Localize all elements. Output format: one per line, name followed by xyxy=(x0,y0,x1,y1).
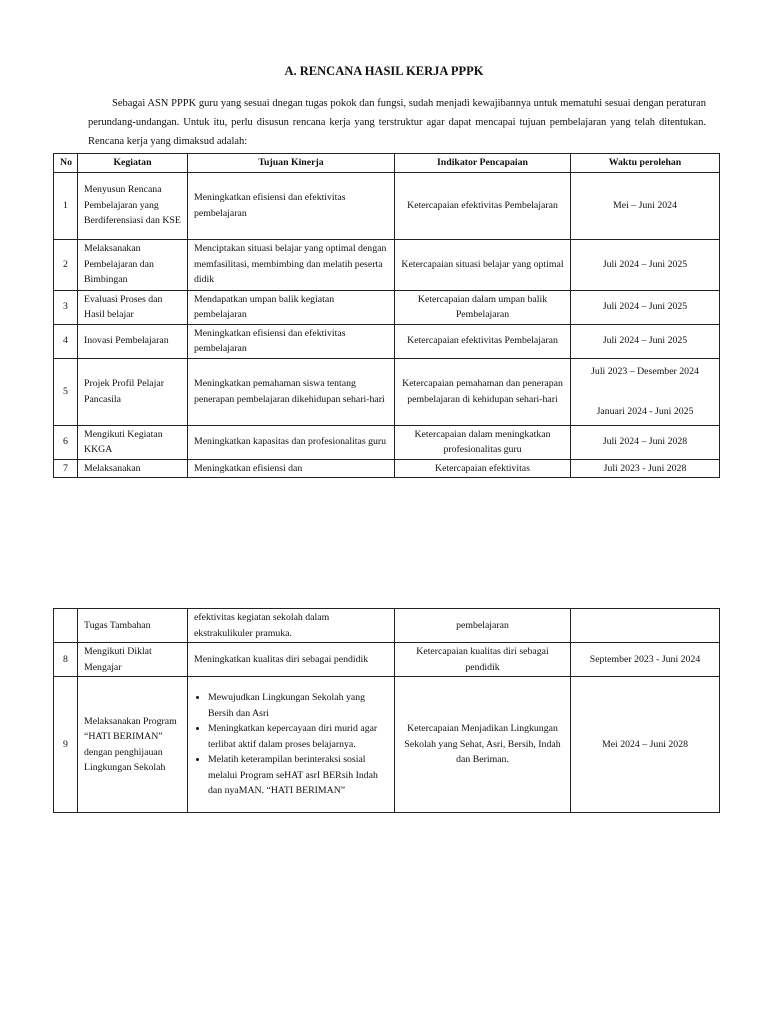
row-indikator: Ketercapaian Menjadikan Lingkungan Sekolah yang Sehat, Asri, Bersih, Indah dan Beriman. xyxy=(395,677,571,813)
row-kegiatan: Melaksanakan Pembelajaran dan Bimbingan xyxy=(78,239,188,290)
row-indikator: Ketercapaian efektivitas Pembelajaran xyxy=(395,324,571,358)
row-no: 4 xyxy=(54,324,78,358)
list-item: • Mewujudkan Lingkungan Sekolah yang Bersih dan Asri xyxy=(208,690,388,721)
table-row xyxy=(54,172,720,239)
table-row xyxy=(54,290,720,324)
row-tujuan: efektivitas kegiatan sekolah dalam ekstrakulikuler pramuka. xyxy=(188,609,395,643)
row-no: 5 xyxy=(54,358,78,425)
row-kegiatan: Tugas Tambahan xyxy=(78,609,188,643)
row-tujuan: Meningkatkan kapasitas dan profesionalitas guru xyxy=(188,425,395,459)
row-no: 2 xyxy=(54,239,78,290)
row-indikator: pembelajaran xyxy=(395,609,571,643)
row-waktu: September 2023 - Juni 2024 xyxy=(571,643,720,677)
table-row xyxy=(54,459,720,478)
row-tujuan: Meningkatkan efisiensi dan efektivitas pembelajaran xyxy=(188,172,395,239)
work-plan-table-continued xyxy=(53,608,720,813)
row-waktu: Juli 2023 - Juni 2028 xyxy=(571,459,720,478)
row-no xyxy=(54,609,78,643)
row-waktu: Juli 2024 – Juni 2025 xyxy=(571,290,720,324)
header-no: No xyxy=(54,154,78,173)
row-kegiatan: Projek Profil Pelajar Pancasila xyxy=(78,358,188,425)
row-indikator: Ketercapaian efektivitas Pembelajaran xyxy=(395,172,571,239)
table-row xyxy=(54,239,720,290)
table-row xyxy=(54,677,720,813)
row-no: 1 xyxy=(54,172,78,239)
row-tujuan: Meningkatkan efisiensi dan efektivitas pembelajaran xyxy=(188,324,395,358)
table-row xyxy=(54,358,720,425)
row-no: 9 xyxy=(54,677,78,813)
table-row xyxy=(54,643,720,677)
row-kegiatan: Inovasi Pembelajaran xyxy=(78,324,188,358)
row-kegiatan: Menyusun Rencana Pembelajaran yang Berdiferensiasi dan KSE xyxy=(78,172,188,239)
row-waktu: Juli 2024 – Juni 2025 xyxy=(571,324,720,358)
table-row xyxy=(54,609,720,643)
header-tujuan: Tujuan Kinerja xyxy=(188,154,395,173)
intro-text: Sebagai ASN PPPK guru yang sesuai dnegan tugas pokok dan fungsi, sudah menjadi kewajibannya untuk mematuhi sesuai dengan peraturan perundang-undangan. Untuk itu, perlu disusun rencana kerja yang terstruktur agar dapat mencapai tujuan pembelajaran yang telah ditentukan. Rencana kerja yang dimaksud adalah: xyxy=(88,98,706,147)
tujuan-bullet-list xyxy=(194,690,388,799)
row-indikator: Ketercapaian situasi belajar yang optimal xyxy=(395,239,571,290)
row-no: 8 xyxy=(54,643,78,677)
header-indikator: Indikator Pencapaian xyxy=(395,154,571,173)
table-row xyxy=(54,425,720,459)
row-tujuan: Meningkatkan efisiensi dan xyxy=(188,459,395,478)
intro-paragraph xyxy=(88,94,706,151)
row-tujuan xyxy=(188,677,395,813)
row-tujuan: Menciptakan situasi belajar yang optimal dengan memfasilitasi, membimbing dan melatih peserta didik xyxy=(188,239,395,290)
row-indikator: Ketercapaian pemahaman dan penerapan pembelajaran di kehidupan sehari-hari xyxy=(395,358,571,425)
row-indikator: Ketercapaian dalam meningkatkan profesionalitas guru xyxy=(395,425,571,459)
row-waktu-first: Juli 2023 – Desember 2024 xyxy=(591,366,699,377)
row-no: 7 xyxy=(54,459,78,478)
document-heading: A. RENCANA HASIL KERJA PPPK xyxy=(284,64,484,78)
row-waktu-second: Januari 2024 - Juni 2025 xyxy=(596,405,694,417)
header-waktu: Waktu perolehan xyxy=(571,154,720,173)
row-waktu xyxy=(571,358,720,425)
row-no: 3 xyxy=(54,290,78,324)
row-kegiatan: Melaksanakan xyxy=(78,459,188,478)
row-tujuan: Meningkatkan pemahaman siswa tentang penerapan pembelajaran dikehidupan sehari-hari xyxy=(188,358,395,425)
row-kegiatan: Evaluasi Proses dan Hasil belajar xyxy=(78,290,188,324)
row-waktu: Juli 2024 – Juni 2028 xyxy=(571,425,720,459)
row-waktu xyxy=(571,609,720,643)
row-indikator: Ketercapaian kualitas diri sebagai pendidik xyxy=(395,643,571,677)
row-kegiatan: Melaksanakan Program “HATI BERIMAN” dengan penghijauan Lingkungan Sekolah xyxy=(78,677,188,813)
row-waktu: Mei 2024 – Juni 2028 xyxy=(571,677,720,813)
list-item: • Meningkatkan kepercayaan diri murid agar terlibat aktif dalam proses belajarnya. xyxy=(208,721,388,752)
row-kegiatan: Mengikuti Diklat Mengajar xyxy=(78,643,188,677)
row-indikator: Ketercapaian dalam umpan balik Pembelajaran xyxy=(395,290,571,324)
row-waktu: Mei – Juni 2024 xyxy=(571,172,720,239)
row-kegiatan: Mengikuti Kegiatan KKGA xyxy=(78,425,188,459)
table-header-row xyxy=(54,154,720,173)
table-row xyxy=(54,324,720,358)
row-no: 6 xyxy=(54,425,78,459)
row-tujuan: Mendapatkan umpan balik kegiatan pembelajaran xyxy=(188,290,395,324)
row-indikator: Ketercapaian efektivitas xyxy=(395,459,571,478)
list-item: • Melatih keterampilan berinteraksi sosial melalui Program seHAT asrI BERsih Indah dan nyaMAN. “HATI BERIMAN” xyxy=(208,752,388,799)
work-plan-table xyxy=(53,153,720,478)
header-kegiatan: Kegiatan xyxy=(78,154,188,173)
row-waktu: Juli 2024 – Juni 2025 xyxy=(571,239,720,290)
row-tujuan: Meningkatkan kualitas diri sebagai pendidik xyxy=(188,643,395,677)
